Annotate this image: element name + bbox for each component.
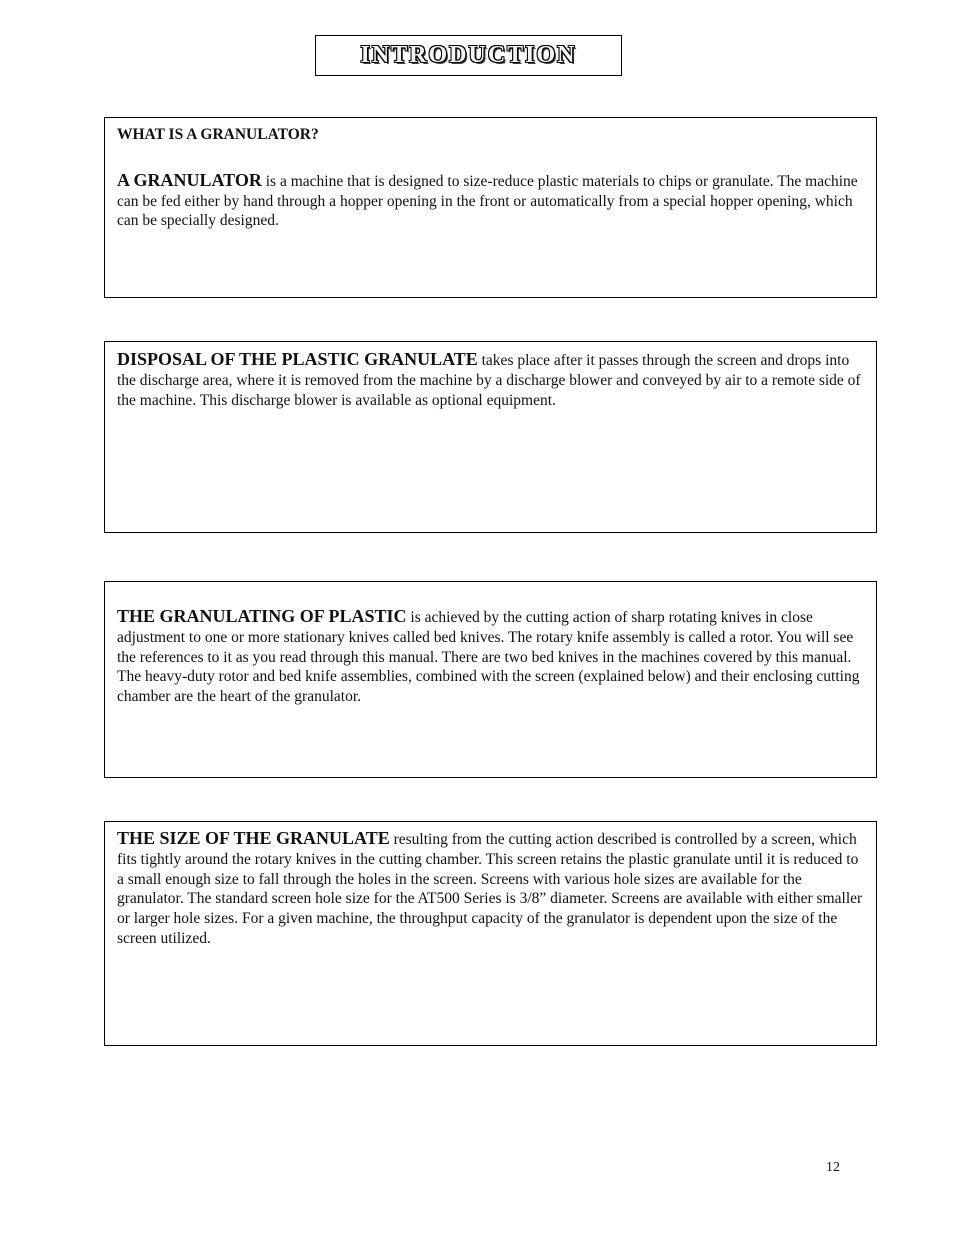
section-disposal xyxy=(104,341,877,533)
section-body: resulting from the cutting action described is controlled by a screen, which fits tightly around the rotary knives in the cutting chamber. This screen retains the plastic granulate until it is reduced to a small enough size to fall through the holes in the screen. Screens with various hole sizes are available for the granulator. The standard screen hole size for the AT500 Series is 3/8” diameter. Screens are available with either smaller or larger hole sizes. For a given machine, the throughput capacity of the granulator is dependent upon the size of the screen utilized. xyxy=(117,831,863,947)
section-body: is a machine that is designed to size-reduce plastic materials to chips or granulate. The machine can be fed either by hand through a hopper opening in the front or automatically from a special hopper opening, which can be specially designed. xyxy=(117,172,858,230)
section-paragraph xyxy=(117,171,864,231)
section-lead: THE GRANULATING OF PLASTIC xyxy=(117,606,407,626)
page-number: 12 xyxy=(826,1160,840,1175)
section-paragraph xyxy=(117,607,864,707)
section-paragraph xyxy=(117,350,864,410)
section-lead: THE SIZE OF THE GRANULATE xyxy=(117,828,390,848)
title-box xyxy=(315,35,622,76)
section-granulate-size xyxy=(104,821,877,1046)
section-body: takes place after it passes through the screen and drops into the discharge area, where it is removed from the machine by a discharge blower and conveyed by air to a remote side of the machine. This discharge blower is available as optional equipment. xyxy=(117,352,861,409)
section-what-is-granulator xyxy=(104,117,877,298)
section-heading: WHAT IS A GRANULATOR? xyxy=(117,126,319,143)
section-granulating xyxy=(104,581,877,778)
page-title: INTRODUCTION xyxy=(360,42,577,68)
section-lead: DISPOSAL OF THE PLASTIC GRANULATE xyxy=(117,349,478,369)
section-paragraph xyxy=(117,829,864,949)
section-body: is achieved by the cutting action of sharp rotating knives in close adjustment to one or more stationary knives called bed knives. The rotary knife assembly is called a rotor. You will see the references to it as you read through this manual. There are two bed knives in the machines covered by this manual. The heavy-duty rotor and bed knife assemblies, combined with the screen (explained below) and their enclosing cutting chamber are the heart of the granulator. xyxy=(117,609,860,706)
section-lead: A GRANULATOR xyxy=(117,169,262,190)
